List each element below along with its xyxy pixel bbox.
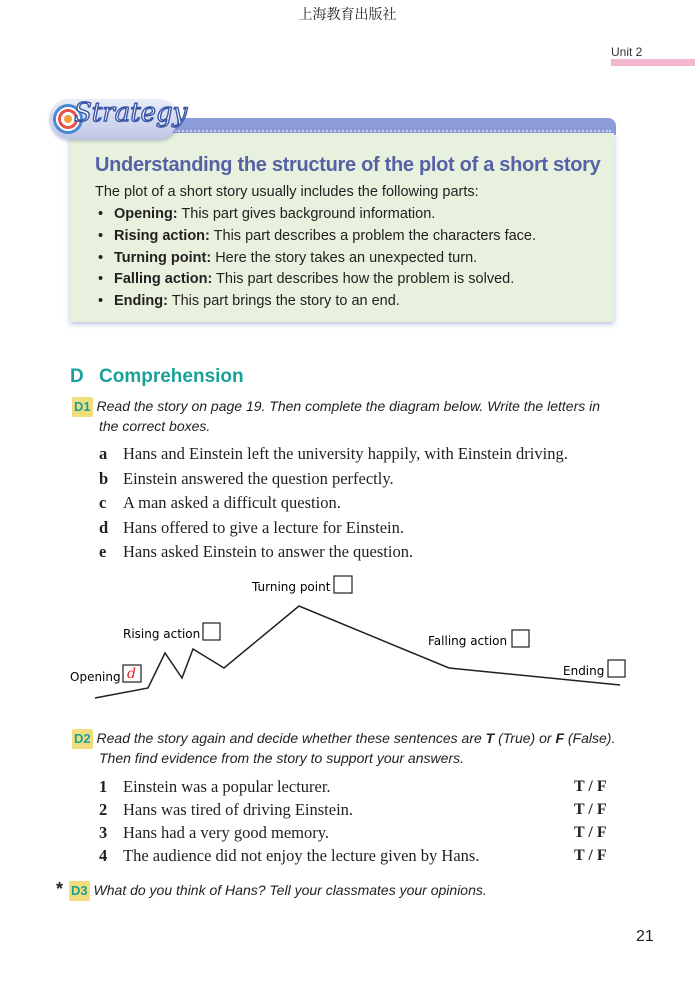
statement-text: Hans was tired of driving Einstein. bbox=[123, 800, 354, 819]
item-letter: c bbox=[99, 493, 107, 512]
strategy-text: This part describes a problem the characters face. bbox=[209, 228, 537, 244]
bullet-icon: • bbox=[98, 206, 104, 222]
d1-instruction-line2: the correct boxes. bbox=[99, 418, 211, 434]
strategy-divider bbox=[175, 130, 611, 132]
optional-star-icon: * bbox=[56, 879, 64, 899]
strategy-term: Turning point: bbox=[114, 250, 212, 266]
item-text: Hans and Einstein left the university happily, with Einstein driving. bbox=[123, 444, 568, 463]
strategy-term: Ending: bbox=[114, 293, 168, 309]
opening-label: Opening bbox=[70, 670, 121, 684]
item-text: A man asked a difficult question. bbox=[123, 493, 341, 512]
ending-answer-box[interactable] bbox=[608, 660, 625, 677]
item-letter: a bbox=[99, 444, 108, 463]
strategy-text: This part gives background information. bbox=[177, 206, 436, 222]
list-item bbox=[99, 493, 341, 513]
unit-underline bbox=[611, 59, 695, 66]
bullet-icon: • bbox=[98, 228, 104, 244]
d2-true-letter: T bbox=[485, 730, 495, 746]
strategy-item-rising-action bbox=[98, 228, 536, 244]
strategy-term: Rising action: bbox=[114, 228, 210, 244]
d1-instruction bbox=[72, 396, 632, 417]
statement-number: 3 bbox=[99, 823, 108, 842]
page-number: 21 bbox=[636, 928, 654, 945]
d3-tag: D3 bbox=[69, 881, 90, 901]
list-item bbox=[99, 444, 568, 464]
strategy-badge-label: Strategy bbox=[74, 98, 188, 128]
unit-label: Unit 2 bbox=[611, 45, 643, 59]
section-letter: D bbox=[70, 366, 84, 387]
d2-instruction bbox=[72, 728, 652, 749]
strategy-intro: The plot of a short story usually includes the following parts: bbox=[95, 184, 479, 200]
true-false-choice[interactable]: T / F bbox=[574, 801, 607, 818]
turning-point-answer-box[interactable] bbox=[334, 576, 352, 593]
strategy-text: This part brings the story to an end. bbox=[167, 293, 400, 309]
statement-item bbox=[99, 777, 331, 797]
bullet-icon: • bbox=[98, 293, 104, 309]
d2-instruction-a: Read the story again and decide whether these sentences are bbox=[96, 730, 486, 746]
list-item bbox=[99, 542, 413, 562]
true-false-choice[interactable]: T / F bbox=[574, 847, 607, 864]
rising-action-label: Rising action bbox=[123, 627, 201, 641]
strategy-text: Here the story takes an unexpected turn. bbox=[211, 250, 478, 266]
falling-action-label: Falling action bbox=[428, 634, 508, 648]
section-title: Comprehension bbox=[99, 366, 244, 387]
publisher-name: 上海教育出版社 bbox=[298, 7, 397, 23]
statement-text: The audience did not enjoy the lecture given by Hans. bbox=[123, 846, 480, 865]
item-letter: b bbox=[99, 469, 109, 488]
statement-number: 2 bbox=[99, 800, 108, 819]
strategy-title: Understanding the structure of the plot of a short story bbox=[95, 154, 601, 176]
strategy-item-turning-point bbox=[98, 250, 477, 266]
list-item bbox=[99, 469, 394, 489]
strategy-item-falling-action bbox=[98, 271, 514, 287]
plot-diagram bbox=[0, 570, 695, 705]
item-letter: e bbox=[99, 542, 107, 561]
d2-false-letter: F bbox=[555, 730, 564, 746]
bullet-icon: • bbox=[98, 271, 104, 287]
statement-item bbox=[99, 846, 479, 866]
strategy-term: Falling action: bbox=[114, 271, 213, 287]
item-text: Einstein answered the question perfectly. bbox=[123, 469, 394, 488]
strategy-term: Opening: bbox=[114, 206, 178, 222]
rising-action-answer-box[interactable] bbox=[203, 623, 220, 640]
d3-instruction-text: What do you think of Hans? Tell your classmates your opinions. bbox=[93, 882, 487, 898]
strategy-text: This part describes how the problem is solved. bbox=[212, 271, 515, 287]
opening-answer: d bbox=[127, 666, 136, 682]
statement-text: Hans had a very good memory. bbox=[123, 823, 330, 842]
strategy-item-ending bbox=[98, 293, 400, 309]
statement-item bbox=[99, 800, 353, 820]
d1-instruction-line1: Read the story on page 19. Then complete the diagram below. Write the letters in bbox=[96, 398, 601, 414]
turning-point-label: Turning point bbox=[252, 580, 331, 594]
true-false-choice[interactable]: T / F bbox=[574, 778, 607, 795]
plot-line bbox=[95, 606, 620, 698]
d3-instruction bbox=[56, 879, 487, 901]
true-false-choice[interactable]: T / F bbox=[574, 824, 607, 841]
d2-instruction-b: (True) or bbox=[494, 730, 556, 746]
falling-action-answer-box[interactable] bbox=[512, 630, 529, 647]
list-item bbox=[99, 518, 404, 538]
ending-label: Ending bbox=[563, 664, 605, 678]
bullet-icon: • bbox=[98, 250, 104, 266]
strategy-item-opening bbox=[98, 206, 435, 222]
statement-number: 4 bbox=[99, 846, 108, 865]
statement-text: Einstein was a popular lecturer. bbox=[123, 777, 331, 796]
item-letter: d bbox=[99, 518, 109, 537]
d2-instruction-c: (False). bbox=[564, 730, 616, 746]
statement-item bbox=[99, 823, 329, 843]
d2-tag: D2 bbox=[72, 729, 93, 749]
item-text: Hans asked Einstein to answer the question. bbox=[123, 542, 414, 561]
d2-instruction-line2: Then find evidence from the story to support your answers. bbox=[99, 750, 464, 766]
d1-tag: D1 bbox=[72, 397, 93, 417]
item-text: Hans offered to give a lecture for Einstein. bbox=[123, 518, 405, 537]
statement-number: 1 bbox=[99, 777, 108, 796]
